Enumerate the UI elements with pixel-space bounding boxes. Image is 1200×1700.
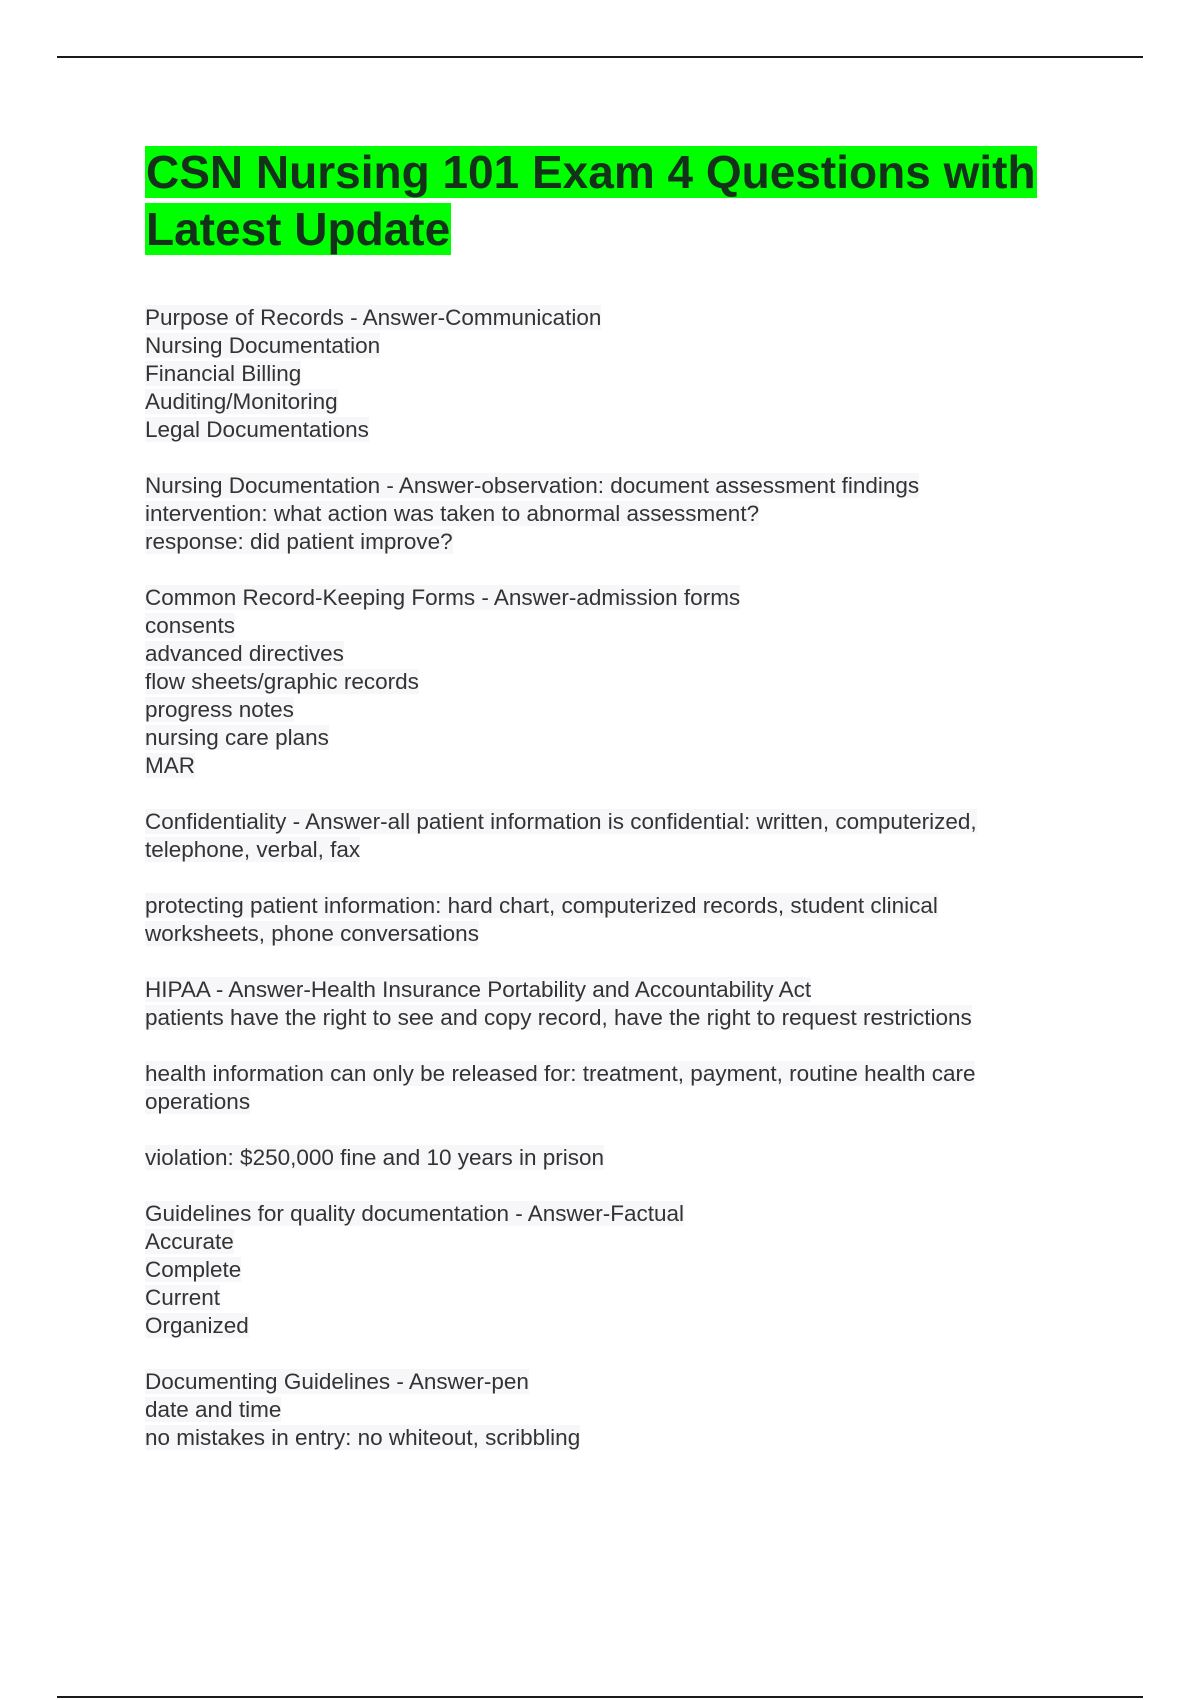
text-line	[145, 1004, 1085, 1032]
text-line-content: flow sheets/graphic records	[145, 669, 419, 694]
text-line-content: MAR	[145, 753, 195, 778]
text-line	[145, 528, 1085, 556]
text-line-content: Nursing Documentation	[145, 333, 381, 358]
qa-paragraph	[145, 584, 1085, 780]
text-line	[145, 472, 1085, 500]
text-line-content: consents	[145, 613, 236, 638]
text-line	[145, 640, 1085, 668]
text-line-content: violation: $250,000 fine and 10 years in prison	[145, 1145, 605, 1170]
text-line-content: operations	[145, 1089, 251, 1114]
text-line	[145, 836, 1085, 864]
qa-paragraph	[145, 1060, 1085, 1116]
text-line	[145, 1144, 1085, 1172]
text-line	[145, 976, 1085, 1004]
qa-paragraph	[145, 304, 1085, 444]
text-line	[145, 752, 1085, 780]
text-line	[145, 1228, 1085, 1256]
text-line-content: Nursing Documentation - Answer-observation: document assessment findings	[145, 473, 920, 498]
text-line	[145, 696, 1085, 724]
text-line-content: Purpose of Records - Answer-Communication	[145, 305, 602, 330]
title-line-1: CSN Nursing 101 Exam 4 Questions with	[146, 146, 1036, 198]
text-line-content: Guidelines for quality documentation - Answer-Factual	[145, 1201, 685, 1226]
text-line-content: Common Record-Keeping Forms - Answer-admission forms	[145, 585, 741, 610]
text-line	[145, 612, 1085, 640]
text-line	[145, 388, 1085, 416]
text-line	[145, 416, 1085, 444]
text-line-content: Financial Billing	[145, 361, 302, 386]
text-line	[145, 1368, 1085, 1396]
text-line	[145, 1396, 1085, 1424]
text-line-content: advanced directives	[145, 641, 344, 666]
text-line	[145, 1424, 1085, 1452]
text-line	[145, 668, 1085, 696]
text-line-content: Auditing/Monitoring	[145, 389, 338, 414]
text-line	[145, 1060, 1085, 1088]
text-line-content: intervention: what action was taken to abnormal assessment?	[145, 501, 760, 526]
text-line-content: protecting patient information: hard chart, computerized records, student clinical	[145, 893, 938, 918]
text-line	[145, 1200, 1085, 1228]
text-line	[145, 1088, 1085, 1116]
text-line-content: response: did patient improve?	[145, 529, 453, 554]
text-line-content: Documenting Guidelines - Answer-pen	[145, 1369, 529, 1394]
text-line-content: Legal Documentations	[145, 417, 369, 442]
text-line	[145, 808, 1085, 836]
qa-paragraph	[145, 892, 1085, 948]
qa-paragraph	[145, 1200, 1085, 1340]
text-line	[145, 304, 1085, 332]
text-line	[145, 1256, 1085, 1284]
text-line-content: date and time	[145, 1397, 282, 1422]
text-line	[145, 920, 1085, 948]
qa-paragraph	[145, 1368, 1085, 1452]
text-line-content: no mistakes in entry: no whiteout, scribbling	[145, 1425, 581, 1450]
text-line-content: Complete	[145, 1257, 242, 1282]
text-line-content: telephone, verbal, fax	[145, 837, 361, 862]
text-line	[145, 724, 1085, 752]
qa-paragraph	[145, 1144, 1085, 1172]
text-line-content: nursing care plans	[145, 725, 329, 750]
text-line-content: health information can only be released for: treatment, payment, routine health care	[145, 1061, 976, 1086]
document-title	[145, 144, 1085, 258]
text-line	[145, 1284, 1085, 1312]
text-line	[145, 500, 1085, 528]
text-line-content: progress notes	[145, 697, 294, 722]
text-line-content: Accurate	[145, 1229, 234, 1254]
text-line-content: worksheets, phone conversations	[145, 921, 479, 946]
bottom-rule	[57, 1696, 1143, 1698]
text-line	[145, 360, 1085, 388]
qa-list	[145, 304, 1085, 1452]
qa-paragraph	[145, 808, 1085, 864]
document-body	[145, 144, 1085, 1480]
text-line-content: Current	[145, 1285, 221, 1310]
text-line	[145, 892, 1085, 920]
text-line-content: patients have the right to see and copy record, have the right to request restrictions	[145, 1005, 972, 1030]
text-line	[145, 332, 1085, 360]
qa-paragraph	[145, 472, 1085, 556]
title-line-2: Latest Update	[146, 203, 451, 255]
top-rule	[57, 56, 1143, 58]
text-line-content: HIPAA - Answer-Health Insurance Portability and Accountability Act	[145, 977, 812, 1002]
text-line	[145, 584, 1085, 612]
text-line-content: Organized	[145, 1313, 249, 1338]
qa-paragraph	[145, 976, 1085, 1032]
text-line	[145, 1312, 1085, 1340]
text-line-content: Confidentiality - Answer-all patient information is confidential: written, computerized,	[145, 809, 977, 834]
